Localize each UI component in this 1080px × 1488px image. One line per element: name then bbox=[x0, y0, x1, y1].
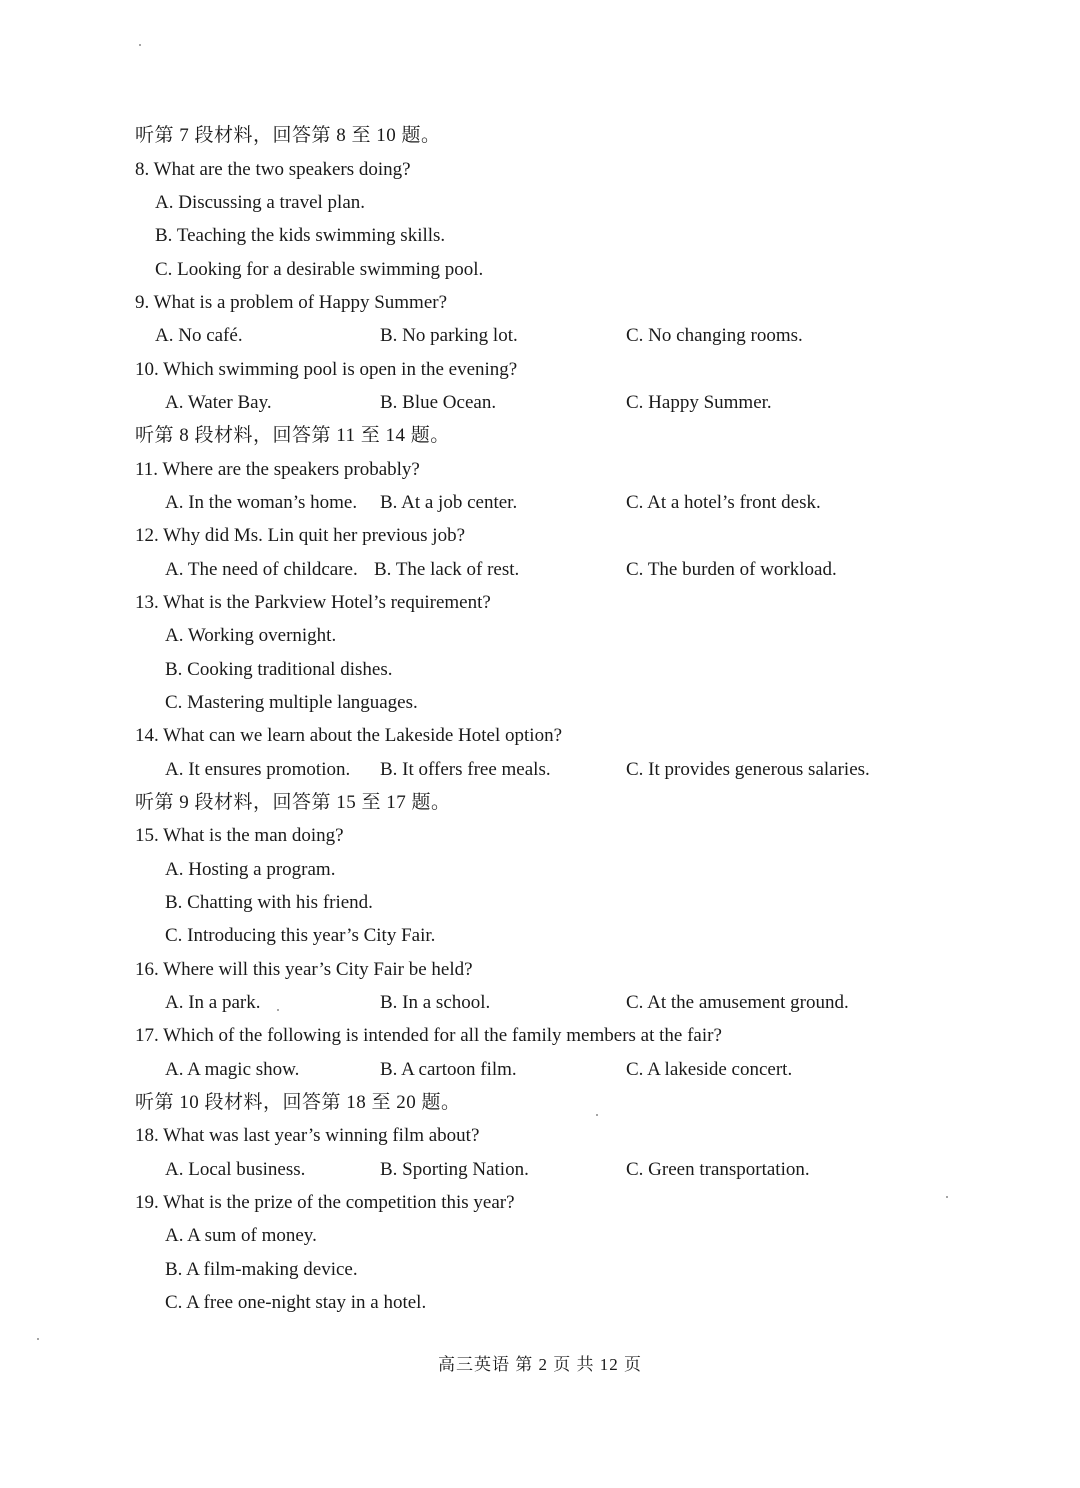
option-b: B. In a school. bbox=[380, 992, 491, 1013]
option-b: B. No parking lot. bbox=[380, 325, 518, 346]
section-heading: 听第 7 段材料，回答第 8 至 10 题。 bbox=[135, 125, 441, 146]
option-a: A. Local business. bbox=[165, 1159, 306, 1180]
option-b: B. Sporting Nation. bbox=[380, 1159, 529, 1180]
question-stem: 8. What are the two speakers doing? bbox=[135, 159, 411, 180]
section-heading: 听第 10 段材料，回答第 18 至 20 题。 bbox=[135, 1092, 461, 1113]
option-a: A. A sum of money. bbox=[165, 1225, 317, 1246]
option-a: A. Working overnight. bbox=[165, 625, 337, 646]
question-stem: 16. Where will this year’s City Fair be held? bbox=[135, 959, 473, 980]
option-a: A. Discussing a travel plan. bbox=[155, 192, 366, 213]
scan-speck bbox=[139, 44, 141, 46]
option-a: A. In a park. bbox=[165, 992, 261, 1013]
option-c: C. At the amusement ground. bbox=[626, 992, 849, 1013]
option-b: B. Chatting with his friend. bbox=[165, 892, 373, 913]
option-c: C. A lakeside concert. bbox=[626, 1059, 793, 1080]
option-a: A. Hosting a program. bbox=[165, 859, 336, 880]
option-c: C. Introducing this year’s City Fair. bbox=[165, 925, 436, 946]
option-b: B. Cooking traditional dishes. bbox=[165, 659, 393, 680]
section-heading: 听第 8 段材料，回答第 11 至 14 题。 bbox=[135, 425, 450, 446]
option-c: C. A free one-night stay in a hotel. bbox=[165, 1292, 427, 1313]
option-a: A. In the woman’s home. bbox=[165, 492, 358, 513]
option-a: A. It ensures promotion. bbox=[165, 759, 351, 780]
option-b: B. It offers free meals. bbox=[380, 759, 551, 780]
option-c: C. The burden of workload. bbox=[626, 559, 837, 580]
scan-speck bbox=[946, 1196, 948, 1198]
page-footer: 高三英语 第 2 页 共 12 页 bbox=[438, 1355, 642, 1374]
question-stem: 11. Where are the speakers probably? bbox=[135, 459, 420, 480]
scan-speck bbox=[596, 1114, 598, 1116]
option-a: A. No café. bbox=[155, 325, 243, 346]
option-a: A. The need of childcare. bbox=[165, 559, 358, 580]
option-b: B. A cartoon film. bbox=[380, 1059, 517, 1080]
scan-speck bbox=[277, 1009, 279, 1011]
question-stem: 12. Why did Ms. Lin quit her previous job? bbox=[135, 525, 466, 546]
question-stem: 10. Which swimming pool is open in the evening? bbox=[135, 359, 518, 380]
question-stem: 13. What is the Parkview Hotel’s requirement? bbox=[135, 592, 491, 613]
option-c: C. Mastering multiple languages. bbox=[165, 692, 418, 713]
question-stem: 19. What is the prize of the competition this year? bbox=[135, 1192, 515, 1213]
option-c: C. Green transportation. bbox=[626, 1159, 810, 1180]
option-c: C. At a hotel’s front desk. bbox=[626, 492, 821, 513]
option-b: B. At a job center. bbox=[380, 492, 518, 513]
question-stem: 14. What can we learn about the Lakeside Hotel option? bbox=[135, 725, 562, 746]
option-b: B. The lack of rest. bbox=[374, 559, 520, 580]
scan-speck bbox=[37, 1338, 39, 1340]
option-b: B. A film-making device. bbox=[165, 1259, 358, 1280]
question-stem: 18. What was last year’s winning film about? bbox=[135, 1125, 480, 1146]
option-c: C. Happy Summer. bbox=[626, 392, 772, 413]
option-b: B. Blue Ocean. bbox=[380, 392, 497, 413]
option-c: C. It provides generous salaries. bbox=[626, 759, 870, 780]
question-stem: 17. Which of the following is intended for all the family members at the fair? bbox=[135, 1025, 722, 1046]
question-stem: 15. What is the man doing? bbox=[135, 825, 344, 846]
option-a: A. A magic show. bbox=[165, 1059, 300, 1080]
option-c: C. Looking for a desirable swimming pool. bbox=[155, 259, 484, 280]
option-a: A. Water Bay. bbox=[165, 392, 272, 413]
question-stem: 9. What is a problem of Happy Summer? bbox=[135, 292, 448, 313]
section-heading: 听第 9 段材料，回答第 15 至 17 题。 bbox=[135, 792, 451, 813]
option-c: C. No changing rooms. bbox=[626, 325, 803, 346]
option-b: B. Teaching the kids swimming skills. bbox=[155, 225, 446, 246]
